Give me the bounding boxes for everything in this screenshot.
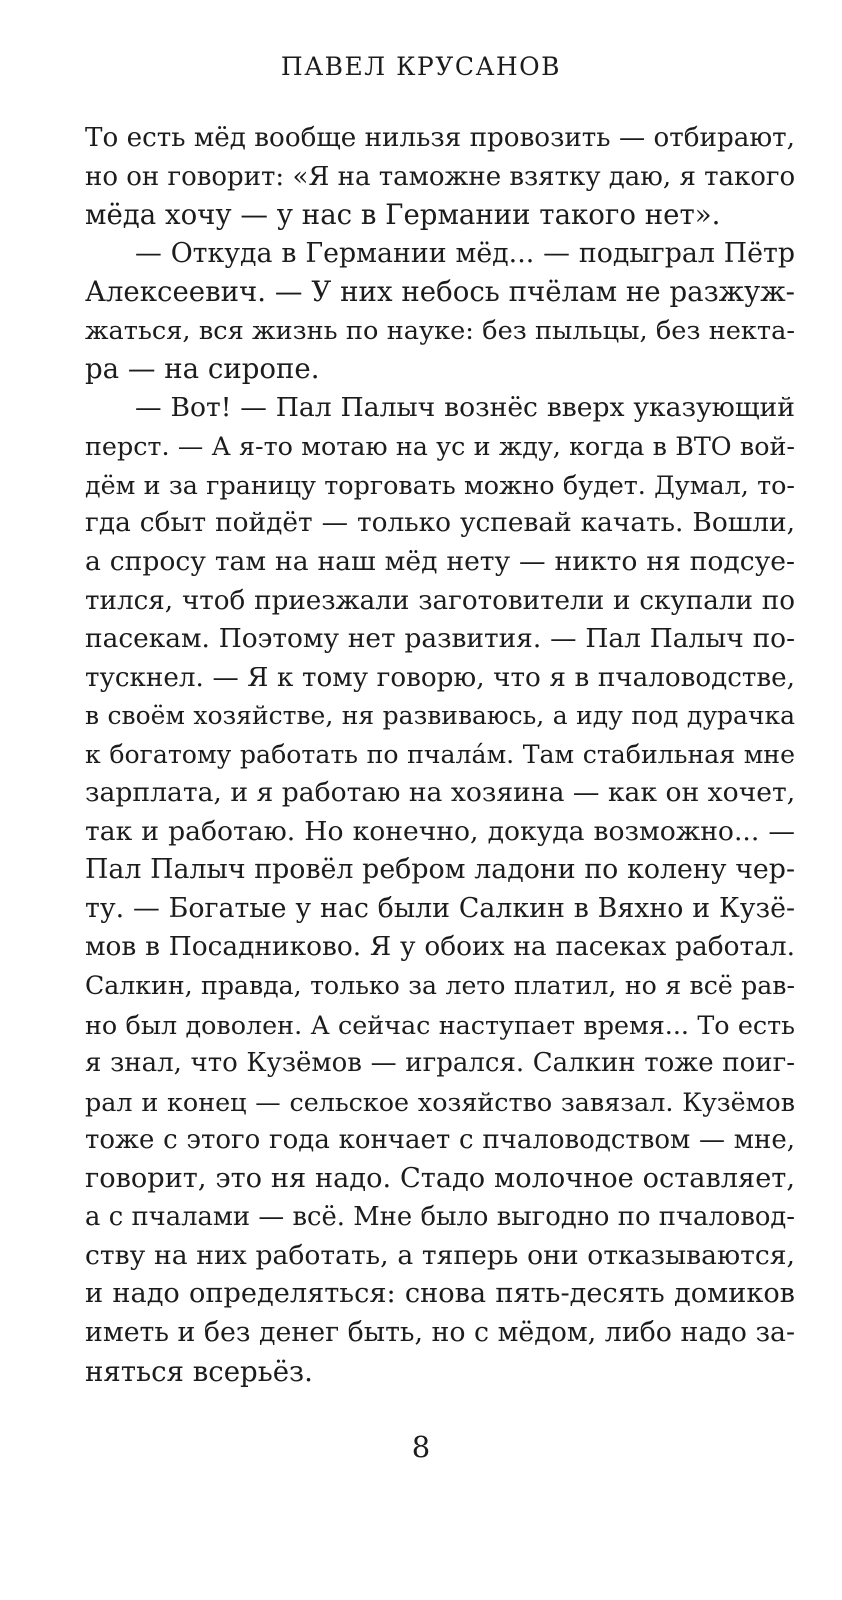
text-line: То есть мёд вообще нильзя провозить — отбирают, [85, 123, 795, 153]
text-line: Салкин, правда, только за лето платил, но я всё рав- [85, 971, 795, 1001]
text-line: но он говорит: «Я на таможне взятку даю, я такого [85, 161, 796, 192]
text-line: говорит, это ня надо. Стадо молочное оставляет, [85, 1162, 795, 1194]
text-line: жаться, вся жизнь по науке: без пыльцы, без некта- [85, 315, 795, 346]
text-line: — Вот! — Пал Палыч вознёс вверх указующий [135, 391, 795, 423]
text-line: ту. — Богатые у нас были Салкин в Вяхно и Кузё- [85, 892, 795, 924]
running-head: ПАВЕЛ КРУСАНОВ [280, 52, 562, 81]
text-line: и надо определяться: снова пять-десять домиков [85, 1278, 795, 1310]
text-line: а с пчалами — всё. Мне было выгодно по пчаловод- [85, 1202, 795, 1233]
text-line: иметь и без денег быть, но с мёдом, либо надо за- [85, 1316, 796, 1348]
text-line: Алексеевич. — У них небось пчёлам не разжуж- [85, 275, 795, 309]
text-line: няться всерьёз. [85, 1354, 313, 1388]
text-line: мов в Посадниково. Я у обоих на пасеках работал. [85, 931, 795, 963]
text-line: ству на них работать, а тяперь они отказываются, [85, 1239, 795, 1271]
text-line: перст. — А я-то мотаю на ус и жду, когда в ВТО вой- [85, 431, 795, 462]
text-line: ра — на сиропе. [85, 352, 320, 386]
text-line: гда сбыт пойдёт — только успевай качать. Вошли, [85, 507, 795, 539]
text-line: тоже с этого года кончает с пчаловодством — мне, [85, 1125, 795, 1156]
text-line: тился, чтоб приезжали заготовители и скупали по [85, 585, 795, 616]
body-text [85, 119, 795, 1391]
text-line: дём и за границу торговать можно будет. Думал, то- [85, 469, 795, 500]
text-line: а спросу там на наш мёд нету — никто ня подсуе- [85, 546, 795, 578]
text-line: мёда хочу — у нас в Германии такого нет». [85, 198, 721, 232]
page-number: 8 [411, 1430, 431, 1464]
text-line: но был доволен. А сейчас наступает время... То есть [85, 1009, 795, 1040]
text-line: — Откуда в Германии мёд... — подыграл Пётр [135, 237, 795, 269]
text-line: к богатому работать по пчала́м. Там стабильная мне [85, 739, 795, 769]
text-line: тускнел. — Я к тому говорю, что я в пчаловодстве, [85, 662, 795, 693]
text-line: я знал, что Кузёмов — игрался. Салкин тоже поиг- [85, 1048, 795, 1079]
text-line: Пал Палыч провёл ребром ладони по колену чер- [85, 854, 795, 886]
text-line: рал и конец — сельское хозяйство завязал. Кузёмов [85, 1086, 795, 1117]
text-line: так и работаю. Но конечно, докуда возможно... — [85, 815, 795, 847]
text-line: в своём хозяйстве, ня развиваюсь, а иду под дурачка [85, 701, 795, 731]
text-line: пасекам. Поэтому нет развития. — Пал Палыч по- [85, 623, 795, 655]
text-line: зарплата, и я работаю на хозяина — как он хочет, [85, 777, 796, 809]
